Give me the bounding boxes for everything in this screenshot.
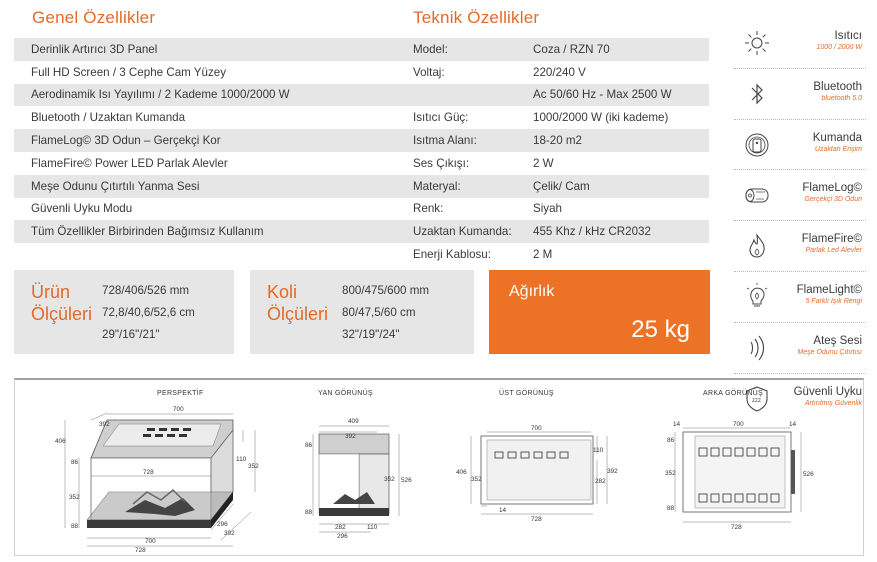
bluetooth-icon — [740, 79, 774, 109]
top-dim-w728: 728 — [531, 516, 542, 523]
spec-row — [14, 243, 709, 266]
feature-remote — [734, 120, 866, 171]
perspective-dim-d296: 296 — [217, 521, 228, 528]
tech-spec-value: Ac 50/60 Hz - Max 2500 W — [533, 88, 672, 102]
sound-icon — [740, 333, 774, 363]
side-drawing — [305, 418, 412, 540]
product-dimensions-title — [31, 281, 92, 325]
side-dim-h352: 352 — [384, 476, 395, 483]
side-dim-h88: 88 — [305, 509, 313, 516]
top-dim-r282: 282 — [595, 478, 606, 485]
spec-row — [14, 38, 709, 61]
tech-spec-value: 1000/2000 W (iki kademe) — [533, 111, 669, 125]
feature-bluetooth-sub: bluetooth 5.0 — [821, 94, 862, 102]
technical-specs-title: Teknik Özellikler — [413, 8, 540, 27]
tech-spec-label: Voltaj: — [413, 65, 445, 79]
back-view-title: ARKA GÖRÜNÜŞ — [703, 390, 763, 397]
tech-spec-value: 2 M — [533, 248, 553, 262]
feature-remote-name: Kumanda — [812, 131, 862, 144]
top-dim-r110: 110 — [593, 447, 604, 454]
feature-remote-sub: Uzaktan Erişim — [814, 145, 862, 153]
back-dim-h86: 86 — [667, 437, 675, 444]
perspective-dim-height: 406 — [55, 438, 66, 445]
perspective-dim-top: 700 — [173, 406, 184, 413]
side-dim-b282: 282 — [335, 524, 346, 531]
tech-spec-value: 18-20 m2 — [533, 134, 582, 148]
technical-drawings-panel — [14, 378, 864, 556]
feature-flamelight-name: FlameLight© — [796, 283, 862, 296]
feature-flamelight — [734, 272, 866, 323]
package-dimensions-title-line1: Koli — [267, 282, 298, 302]
spec-row — [14, 175, 709, 198]
perspective-dim-w700-bottom: 700 — [145, 538, 156, 545]
package-dimensions-title — [267, 281, 328, 325]
feature-flamefire-name: FlameFire© — [801, 233, 862, 246]
weight-box — [489, 270, 710, 354]
back-dim-r526: 526 — [803, 471, 814, 478]
general-feature-item: Güvenli Uyku Modu — [31, 202, 133, 216]
back-dim-t700: 700 — [733, 421, 744, 428]
side-dim-b110: 110 — [367, 524, 378, 531]
side-view-title: YAN GÖRÜNÜŞ — [318, 390, 373, 397]
general-feature-item: Tüm Özellikler Birbirinden Bağımsız Kullanım — [31, 225, 264, 239]
tech-spec-label: Materyal: — [413, 179, 461, 193]
remote-icon — [740, 130, 774, 160]
spec-row — [14, 198, 709, 221]
tech-spec-label: Uzaktan Kumanda: — [413, 225, 512, 239]
spec-row — [14, 84, 709, 107]
feature-heater-name: Isıtıcı — [834, 30, 862, 42]
sun-icon — [740, 28, 774, 58]
spec-row — [14, 220, 709, 243]
perspective-dim-h352-right: 352 — [248, 463, 259, 470]
feature-sidebar — [734, 18, 866, 424]
top-dim-r392: 392 — [607, 468, 618, 475]
tech-spec-value: Siyah — [533, 202, 563, 216]
feature-heater-sub: 1000 / 2000 W — [816, 44, 862, 51]
product-dim-inch: 29"/16"/21" — [102, 328, 160, 341]
tech-spec-label: Isıtıcı Güç: — [413, 111, 469, 125]
tech-spec-value: 2 W — [533, 156, 554, 170]
feature-firesound — [734, 323, 866, 374]
top-dim-h406: 406 — [456, 469, 467, 476]
back-dim-t14-left: 14 — [673, 421, 681, 428]
technical-drawings — [15, 380, 863, 556]
package-dim-mm: 800/475/600 mm — [342, 284, 430, 297]
package-dim-inch: 32"/19"/24" — [342, 328, 400, 341]
back-drawing — [665, 421, 814, 531]
product-dim-mm: 728/406/526 mm — [102, 284, 190, 297]
general-feature-item: Aerodinamik Isı Yayılımı / 2 Kademe 1000/2000 W — [31, 88, 290, 102]
product-dimensions-box — [14, 270, 234, 354]
top-dim-w700: 700 — [531, 425, 542, 432]
feature-safesleep-name: Güvenli Uyku — [793, 385, 862, 398]
perspective-view-title: PERSPEKTİF — [157, 390, 204, 397]
perspective-drawing — [55, 406, 259, 554]
feature-flamelight-sub: 5 Farklı Işık Rengi — [805, 297, 862, 305]
feature-flamefire — [734, 221, 866, 272]
svg-text:zzz: zzz — [752, 397, 761, 404]
general-feature-item: FlameLog© 3D Odun – Gerçekçi Kor — [31, 134, 221, 148]
back-dim-h88: 88 — [667, 505, 675, 512]
general-feature-item: Full HD Screen / 3 Cephe Cam Yüzey — [31, 65, 227, 79]
feature-flamelog — [734, 170, 866, 221]
weight-label: Ağırlık — [509, 283, 555, 300]
feature-firesound-sub: Meşe Odunu Çıtırtısı — [797, 348, 862, 356]
top-drawing — [456, 425, 618, 523]
top-dim-b14: 14 — [499, 507, 507, 514]
tech-spec-value: Coza / RZN 70 — [533, 42, 610, 56]
general-feature-item: Bluetooth / Uzaktan Kumanda — [31, 111, 186, 125]
flame-icon — [740, 231, 774, 261]
tech-spec-value: 455 Khz / kHz CR2032 — [533, 225, 651, 239]
feature-bluetooth — [734, 69, 866, 120]
tech-spec-label: Enerji Kablosu: — [413, 248, 491, 262]
feature-heater — [734, 18, 866, 69]
package-dimensions-title-line2: Ölçüleri — [267, 304, 329, 324]
product-dimensions-title-line2: Ölçüleri — [31, 304, 93, 324]
perspective-dim-h88: 88 — [71, 523, 79, 530]
tech-spec-label: Ses Çıkışı: — [413, 156, 470, 170]
spec-row — [14, 106, 709, 129]
perspective-dim-d392: 392 — [224, 530, 235, 537]
back-dim-w728: 728 — [731, 524, 742, 531]
back-dim-t14-right: 14 — [789, 421, 797, 428]
top-view-title: ÜST GÖRÜNÜŞ — [499, 390, 554, 397]
tech-spec-value: Çelik/ Cam — [533, 179, 590, 193]
spec-row — [14, 152, 709, 175]
side-dim-b296: 296 — [337, 533, 348, 540]
tech-spec-label: Isıtma Alanı: — [413, 134, 477, 148]
product-dimensions-title-line1: Ürün — [31, 282, 71, 302]
feature-safesleep-sub: Artırılmış Güvenlik — [804, 399, 862, 407]
package-dim-cm: 80/47,5/60 cm — [342, 306, 416, 319]
spec-row — [14, 61, 709, 84]
side-dim-top392: 392 — [345, 433, 356, 440]
perspective-dim-w728-bottom: 728 — [135, 547, 146, 554]
tech-spec-label: Renk: — [413, 202, 444, 216]
general-feature-item: Meşe Odunu Çıtırtılı Yanma Sesi — [31, 179, 200, 193]
feature-flamelog-name: FlameLog© — [802, 182, 862, 195]
tech-spec-label: Model: — [413, 42, 448, 56]
perspective-dim-h86: 86 — [71, 459, 79, 466]
feature-firesound-name: Ateş Sesi — [813, 334, 862, 347]
tech-spec-value: 220/240 V — [533, 65, 586, 79]
general-features-title: Genel Özellikler — [32, 8, 156, 27]
top-dim-h352: 352 — [471, 476, 482, 483]
back-dim-h352: 352 — [665, 470, 676, 477]
spec-table — [14, 38, 709, 289]
spec-row — [14, 129, 709, 152]
feature-bluetooth-name: Bluetooth — [813, 80, 862, 93]
bulb-icon — [740, 282, 774, 312]
perspective-dim-h110: 110 — [236, 456, 247, 463]
perspective-dim-w728-mid: 728 — [143, 469, 154, 476]
perspective-dim-h352-left: 352 — [69, 494, 80, 501]
general-feature-item: FlameFire© Power LED Parlak Alevler — [31, 156, 228, 170]
side-dim-top409: 409 — [348, 418, 359, 425]
package-dimensions-box — [250, 270, 474, 354]
feature-flamefire-sub: Parlak Led Alevler — [805, 247, 862, 255]
log-icon — [740, 180, 774, 210]
perspective-dim-depth-top: 392 — [99, 421, 110, 428]
side-dim-r526: 526 — [401, 477, 412, 484]
side-dim-h86: 86 — [305, 442, 313, 449]
feature-flamelog-sub: Gerçekçi 3D Odun — [804, 196, 862, 204]
product-dim-cm: 72,8/40,6/52,6 cm — [102, 306, 195, 319]
general-feature-item: Derinlik Artırıcı 3D Panel — [31, 42, 158, 56]
weight-value: 25 kg — [631, 316, 690, 343]
